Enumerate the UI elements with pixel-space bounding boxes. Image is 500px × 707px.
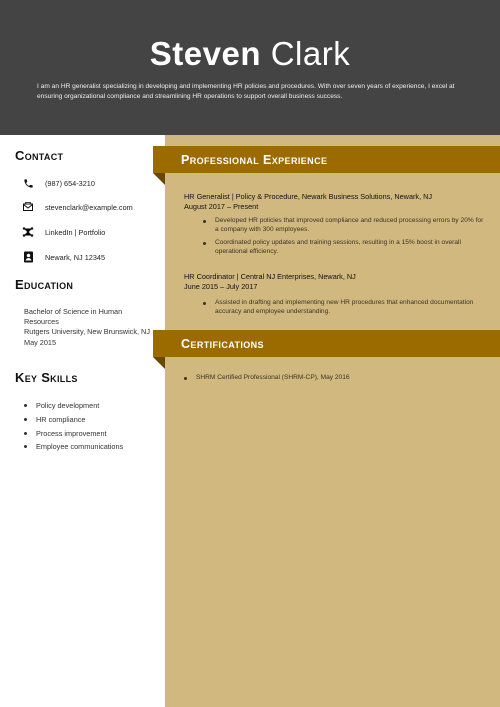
- first-name: Steven: [149, 35, 262, 72]
- contact-heading: Contact: [15, 148, 64, 163]
- graduation-date: May 2015: [24, 337, 57, 347]
- job-bullets: [203, 216, 488, 260]
- school: Rutgers University, New Brunswick, NJ: [24, 327, 150, 337]
- network-icon: [22, 226, 34, 238]
- job-dates: June 2015 – July 2017: [184, 282, 258, 291]
- resume-header: [0, 0, 500, 135]
- contact-location: [22, 250, 105, 264]
- location-text: Newark, NJ 12345: [45, 252, 106, 262]
- skills-heading: Key Skills: [15, 370, 78, 385]
- job-title-line: HR Generalist | Policy & Procedure, Newark Business Solutions, Newark, NJ: [184, 192, 433, 201]
- profile-summary: I am an HR generalist specializing in developing and implementing HR policies and procedures. With over seven years of experience, I excel at ensuring organizational compliance and streamlining HR operations to support overall business success.: [37, 83, 455, 100]
- phone-number: (987) 654-3210: [45, 178, 95, 188]
- job-bullet: Assisted in drafting and implementing new HR procedures that enhanced documentation accuracy and employee understanding.: [203, 298, 488, 317]
- job-bullet: Developed HR policies that improved compliance and reduced processing errors by 20% for a company with 300 employees.: [203, 216, 488, 235]
- certification-item: SHRM Certified Professional (SHRM-CP), May 2016: [184, 373, 350, 382]
- location-card-icon: [22, 251, 34, 263]
- contact-links[interactable]: [22, 225, 105, 239]
- experience-heading: Professional Experience: [153, 146, 500, 173]
- candidate-name: [0, 34, 500, 74]
- education-heading: Education: [15, 277, 74, 292]
- email-address[interactable]: stevenclark@example.com: [45, 202, 133, 212]
- job-title-line: HR Coordinator | Central NJ Enterprises, Newark, NJ: [184, 272, 356, 281]
- skill-item: Employee communications: [24, 440, 123, 454]
- skill-item: Policy development: [24, 399, 123, 413]
- phone-icon: [22, 177, 34, 189]
- profile-links[interactable]: LinkedIn | Portfolio: [45, 227, 106, 237]
- job-bullets: [203, 298, 488, 320]
- certifications-heading: Certifications: [153, 330, 500, 357]
- skill-item: HR compliance: [24, 413, 123, 427]
- ribbon-fold: [153, 357, 165, 369]
- certification-list: [184, 373, 350, 382]
- skill-item: Process improvement: [24, 427, 123, 441]
- degree: Bachelor of Science in Human Resources: [24, 307, 123, 327]
- ribbon-fold: [153, 173, 165, 185]
- education-block: [24, 307, 159, 348]
- last-name: Clark: [270, 35, 351, 72]
- job-bullet: Coordinated policy updates and training sessions, resulting in a 15% boost in overall operational efficiency.: [203, 238, 488, 257]
- contact-phone: [22, 176, 95, 190]
- skills-list: [24, 399, 123, 454]
- job-dates: August 2017 – Present: [184, 202, 259, 211]
- contact-email[interactable]: [22, 200, 133, 214]
- email-icon: [22, 201, 34, 213]
